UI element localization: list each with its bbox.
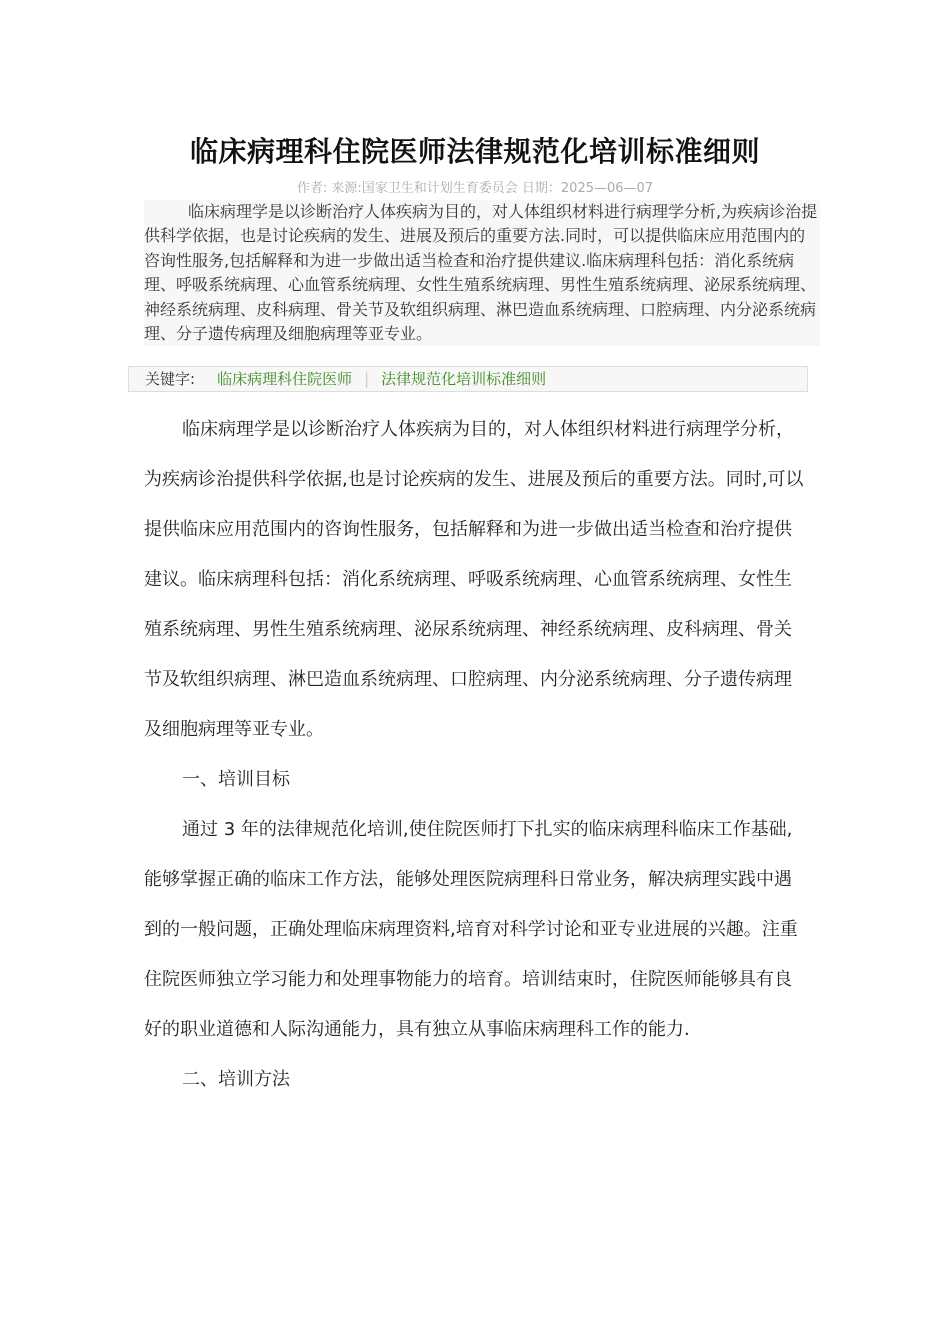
article-body [144, 405, 804, 1105]
keywords-bar [128, 366, 808, 392]
section-heading-goals: 一、培训目标 [182, 769, 290, 790]
summary-text: 临床病理学是以诊断治疗人体疾病为目的，对人体组织材料进行病理学分析,为疾病诊治提供科学依据，也是讨论疾病的发生、进展及预后的重要方法.同时，可以提供临床应用范围内的咨询性服务,包括解释和为进一步做出适当检查和治疗提供建议.临床病理科包括：消化系统病理、呼吸系统病理、心血管系统病理、女性生殖系统病理、男性生殖系统病理、泌尿系统病理、神经系统病理、皮科病理、骨关节及软组织病理、淋巴造血系统病理、口腔病理、内分泌系统病理、分子遗传病理及细胞病理等亚专业。 [144, 200, 820, 346]
article-title: 临床病理科住院医师法律规范化培训标准细则 [189, 135, 760, 168]
keywords-label: 关键字: [145, 370, 196, 388]
keyword-separator: | [364, 370, 370, 388]
keyword-link-resident[interactable]: 临床病理科住院医师 [217, 370, 353, 388]
article-summary [144, 200, 820, 346]
keyword-link-standard[interactable]: 法律规范化培训标准细则 [381, 370, 547, 388]
section-heading-methods: 二、培训方法 [182, 1069, 290, 1090]
body-paragraph-intro: 临床病理学是以诊断治疗人体疾病为目的，对人体组织材料进行病理学分析，为疾病诊治提供科学依据,也是讨论疾病的发生、进展及预后的重要方法。同时,可以提供临床应用范围内的咨询性服务，包括解释和为进一步做出适当检查和治疗提供建议。临床病理科包括：消化系统病理、呼吸系统病理、心血管系统病理、女性生殖系统病理、男性生殖系统病理、泌尿系统病理、神经系统病理、皮科病理、骨关节及软组织病理、淋巴造血系统病理、口腔病理、内分泌系统病理、分子遗传病理及细胞病理等亚专业。 [144, 419, 804, 740]
body-paragraph-goals: 通过 3 年的法律规范化培训,使住院医师打下扎实的临床病理科临床工作基础,能够掌握正确的临床工作方法，能够处理医院病理科日常业务，解决病理实践中遇到的一般问题，正确处理临床病理资料,培育对科学讨论和亚专业进展的兴趣。注重住院医师独立学习能力和处理事物能力的培育。培训结束时，住院医师能够具有良好的职业道德和人际沟通能力，具有独立从事临床病理科工作的能力. [144, 819, 798, 1040]
article-meta: 作者: 来源:国家卫生和计划生育委员会 日期：2025—06—07 [296, 181, 654, 196]
